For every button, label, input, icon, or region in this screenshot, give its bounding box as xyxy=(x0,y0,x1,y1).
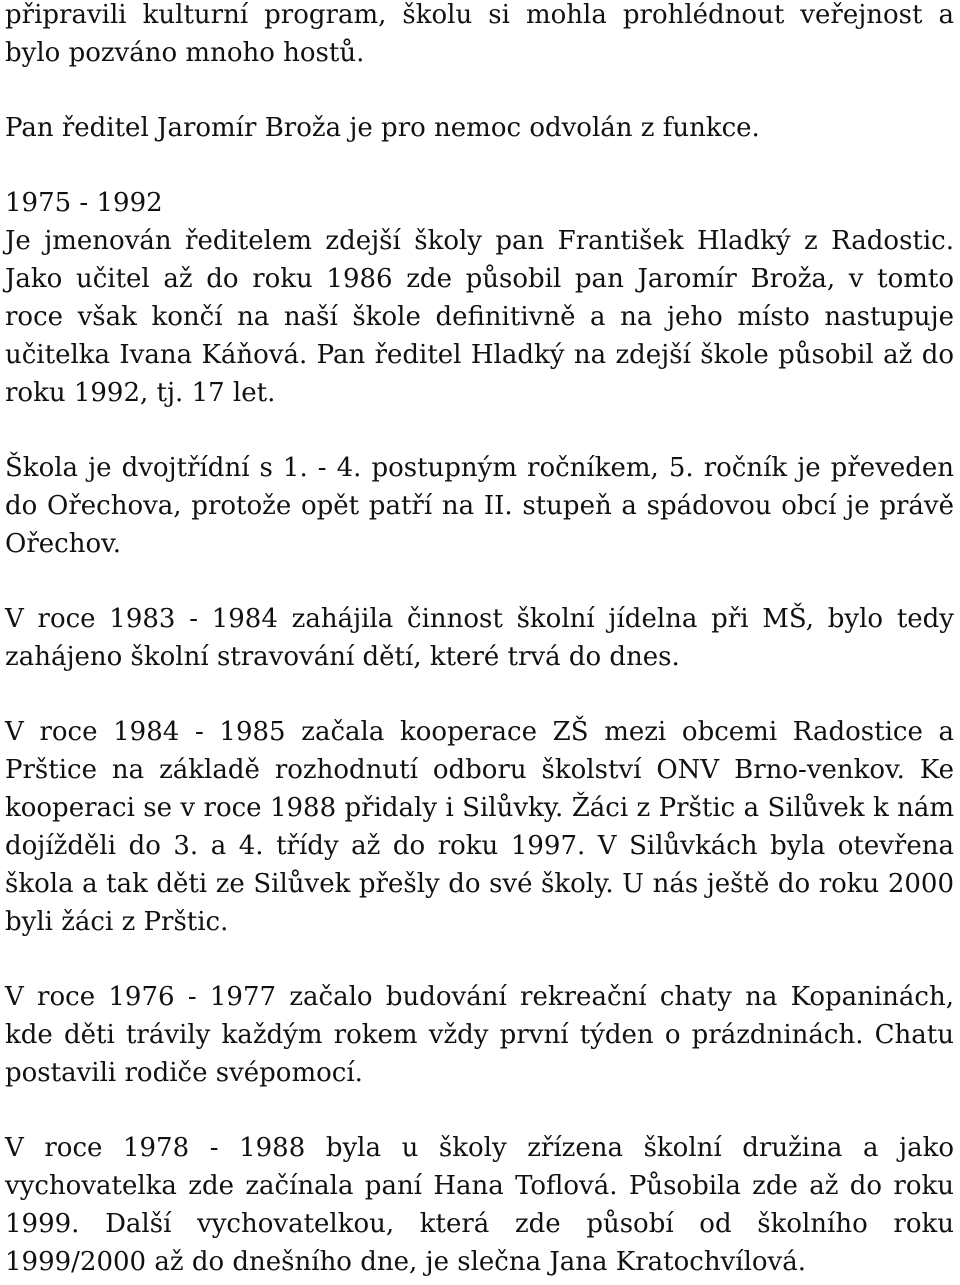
paragraph-recreation-cabin: V roce 1976 - 1977 začalo budování rekreační chaty na Kopaninách, kde děti trávily každým rokem vždy první týden o prázdninách. Chatu postavili rodiče svépomocí. xyxy=(5,982,954,1088)
paragraph-director-dismissed: Pan ředitel Jaromír Brožа je pro nemoc odvolán z funkce. xyxy=(5,113,760,143)
paragraph-school-canteen: V roce 1983 - 1984 zahájila činnost školní jídelna při MŠ, bylo tedy zahájeno školní stravování dětí, které trvá do dnes. xyxy=(5,604,954,672)
paragraph-gap xyxy=(5,72,954,109)
paragraph-gap xyxy=(5,941,954,978)
paragraph-after-school-club: V roce 1978 - 1988 byla u školy zřízena školní družina a jako vychovatelka zde začínala paní Hana Toflová. Působila zde až do roku 1999. Další vychovatelkou, která zde působí od školního roku 1999/2000 až do dnešního dne, je slečna Jana Kratochvílová. xyxy=(5,1133,954,1277)
paragraph-gap xyxy=(5,676,954,713)
paragraph-gap xyxy=(5,1092,954,1129)
paragraph-two-class-school: Škola je dvojtřídní s 1. - 4. postupným ročníkem, 5. ročník je převeden do Ořechova, protože opět patří na II. stupeň a spádovou obcí je právě Ořechov. xyxy=(5,453,954,559)
paragraph-director-hladky: Je jmenován ředitelem zdejší školy pan František Hladký z Radostic. Jako učitel až do roku 1986 zde působil pan Jaromír Brožа, v tomto roce však končí na naší škole definitivně a na jeho místo nastupuje učitelka Ivana Káňová. Pan ředitel Hladký na zdejší škole působil až do roku 1992, tj. 17 let. xyxy=(5,226,954,408)
paragraph-gap xyxy=(5,563,954,600)
paragraph-gap xyxy=(5,412,954,449)
period-heading: 1975 - 1992 xyxy=(5,188,163,218)
paragraph-opening: připravili kulturní program, školu si mohla prohlédnout veřejnost a bylo pozváno mnoho hostů. xyxy=(5,0,954,68)
paragraph-gap xyxy=(5,147,954,184)
paragraph-cooperation: V roce 1984 - 1985 začala kooperace ZŠ mezi obcemi Radostice a Prštice na základě rozhodnutí odboru školství ONV Brno-venkov. Ke kooperaci se v roce 1988 přidaly i Silůvky. Žáci z Prštic a Silůvek k nám dojížděli do 3. a 4. třídy až do roku 1997. V Silůvkách byla otevřena škola a tak děti ze Silůvek přešly do své školy. U nás ještě do roku 2000 byli žáci z Prštic. xyxy=(5,717,954,937)
